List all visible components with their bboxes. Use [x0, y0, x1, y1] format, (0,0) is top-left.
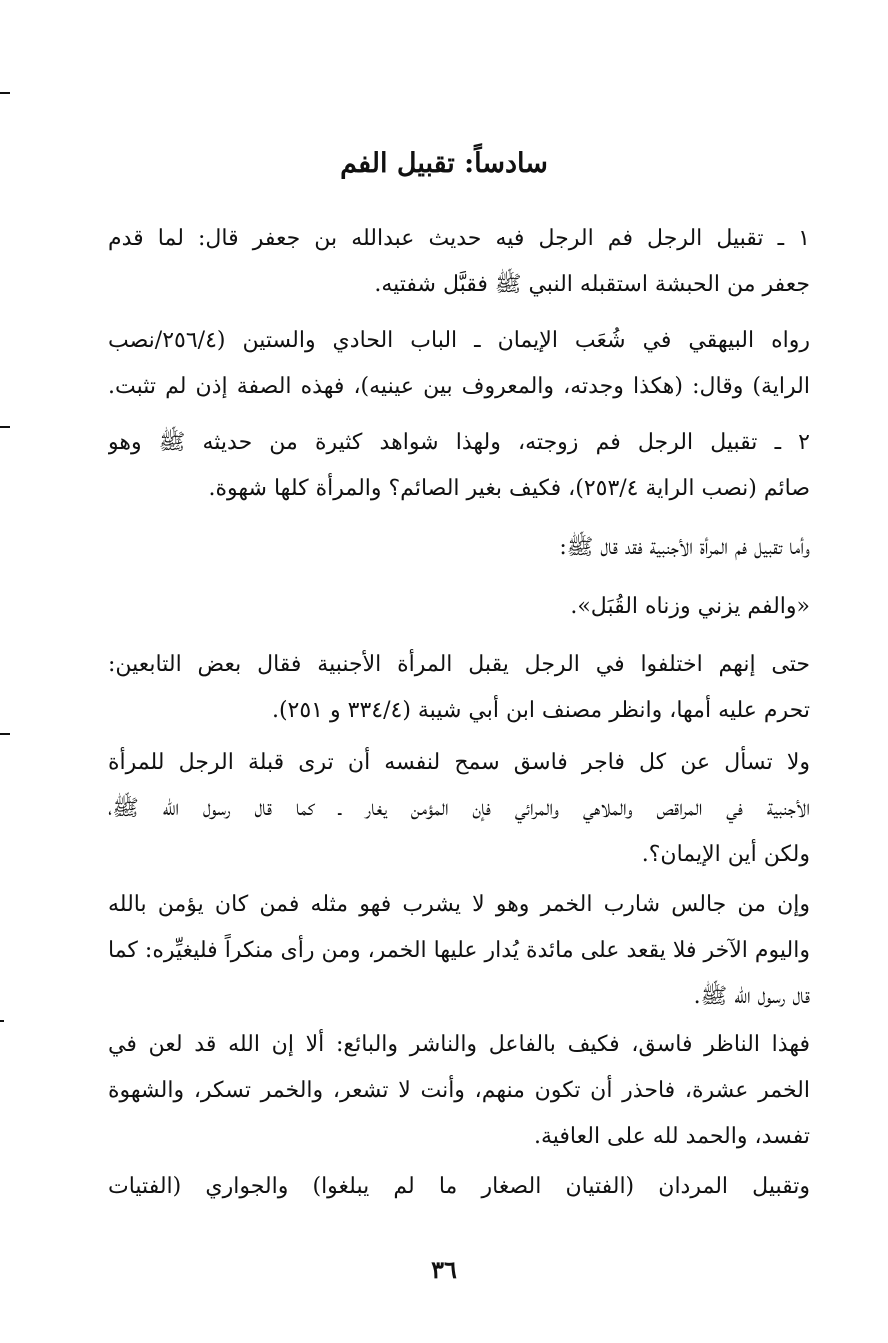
text-line: الخمر عشرة، فاحذر أن تكون منهم، وأنت لا تشعر، والخمر تسكر، والشهوة: [108, 1078, 810, 1103]
margin-mark: [0, 92, 10, 94]
text-line: تحرم عليه أمها، وانظر مصنف ابن أبي شيبة (٣٣٤/٤ و ٢٥١).: [271, 698, 810, 723]
paragraph-8: [108, 1022, 810, 1160]
page-number: ٣٦: [431, 1255, 457, 1284]
paragraph-6: [108, 740, 810, 878]
paragraph-5: [108, 642, 810, 734]
text-line: الراية) وقال: (هكذا وجدته، والمعروف بين عينيه)، فهذه الصفة إذن لم تثبت.: [108, 374, 810, 399]
text-line: قال رسول الله ﷺ.: [693, 984, 810, 1009]
text-line: فهذا الناظر فاسق، فكيف بالفاعل والناشر والبائع: ألا إن الله قد لعن في: [108, 1032, 810, 1057]
text-line: ولا تسأل عن كل فاجر فاسق سمح لنفسه أن ترى قبلة الرجل للمرأة: [108, 750, 810, 775]
margin-mark: [0, 733, 10, 735]
paragraph-2: [108, 318, 810, 410]
margin-mark: [0, 1020, 4, 1022]
quote-paragraph: [108, 584, 810, 630]
text-line: وأما تقبيل فم المرأة الأجنبية فقد قال ﷺ:: [559, 535, 810, 560]
text-line: وتقبيل المردان (الفتيان الصغار ما لم يبلغوا) والجواري (الفتيات: [108, 1174, 810, 1199]
margin-mark: [0, 426, 10, 428]
text-line: صائم (نصب الراية ٢٥٣/٤)، فكيف بغير الصائم؟ والمرأة كلها شهوة.: [208, 476, 810, 501]
paragraph-7: [108, 882, 810, 1020]
text-line: جعفر من الحبشة استقبله النبي ﷺ فقبَّل شفتيه.: [374, 272, 810, 297]
paragraph-3: [108, 420, 810, 512]
paragraph-9: [108, 1164, 810, 1210]
text-line: «والفم يزني وزناه القُبَل».: [570, 594, 810, 619]
paragraph-1: [108, 216, 810, 308]
section-heading: سادساً: تقبيل الفم: [340, 148, 548, 179]
paragraph-4: [108, 525, 810, 571]
text-line: رواه البيهقي في شُعَب الإيمان ـ الباب الحادي والستين (٢٥٦/٤/نصب: [108, 328, 810, 353]
text-line: وإن من جالس شارب الخمر وهو لا يشرب فهو مثله فمن كان يؤمن بالله: [108, 892, 810, 917]
text-line: ولكن أين الإيمان؟.: [641, 842, 810, 867]
text-line: تفسد، والحمد لله على العافية.: [533, 1124, 810, 1149]
text-line: واليوم الآخر فلا يقعد على مائدة يُدار عليها الخمر، ومن رأى منكراً فليغيِّره: كما: [108, 938, 810, 963]
text-line: حتى إنهم اختلفوا في الرجل يقبل المرأة الأجنبية فقال بعض التابعين:: [108, 652, 810, 677]
text-line: ١ ـ تقبيل الرجل فم الرجل فيه حديث عبدالله بن جعفر قال: لما قدم: [108, 226, 810, 251]
text-line: ٢ ـ تقبيل الرجل فم زوجته، ولهذا شواهد كثيرة من حديثه ﷺ وهو: [108, 430, 810, 455]
text-line: الأجنبية في المراقص والملاهي والمرائي فإن المؤمن يغار ـ كما قال رسول الله ﷺ،: [108, 796, 810, 821]
